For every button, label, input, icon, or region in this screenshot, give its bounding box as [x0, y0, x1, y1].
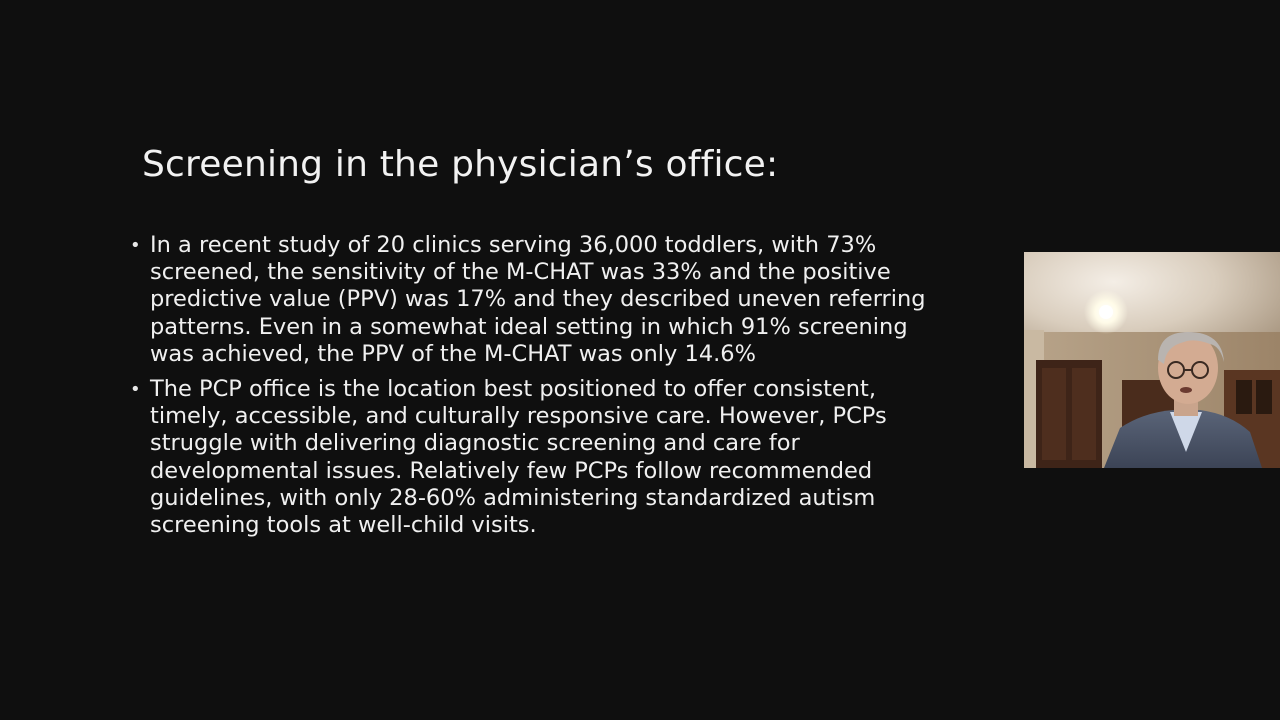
bullet-text-line: guidelines, with only 28-60% administering standardized autism: [150, 484, 876, 511]
bullet-text-line: screening tools at well-child visits.: [150, 512, 537, 539]
bullet-dot-icon: •: [130, 235, 141, 256]
bullet-text-line: patterns. Even in a somewhat ideal setting in which 91% screening: [150, 313, 908, 340]
slide-title: Screening in the physician’s office:: [142, 144, 779, 185]
bullet-text-line: screened, the sensitivity of the M-CHAT was 33% and the positive: [150, 259, 891, 286]
bullet-item: [130, 376, 960, 539]
bullet-text-line: timely, accessible, and culturally responsive care. However, PCPs: [150, 403, 887, 430]
webcam-scene: [1024, 252, 1280, 468]
bullet-dot-icon: •: [130, 379, 141, 401]
bullet-text-line: The PCP office is the location best positioned to offer consistent,: [150, 376, 876, 403]
bullet-text-line: In a recent study of 20 clinics serving 36,000 toddlers, with 73%: [150, 232, 877, 258]
bullet-text-line: struggle with delivering diagnostic screening and care for: [150, 430, 800, 457]
bullet-item: [130, 232, 960, 368]
bullet-text-line: predictive value (PPV) was 17% and they described uneven referring: [150, 286, 926, 313]
bullet-text-line: developmental issues. Relatively few PCPs follow recommended: [150, 457, 873, 484]
bullet-list: [130, 232, 960, 547]
bullet-text-line: was achieved, the PPV of the M-CHAT was only 14.6%: [150, 340, 756, 367]
presenter-webcam-video[interactable]: [1024, 252, 1280, 468]
